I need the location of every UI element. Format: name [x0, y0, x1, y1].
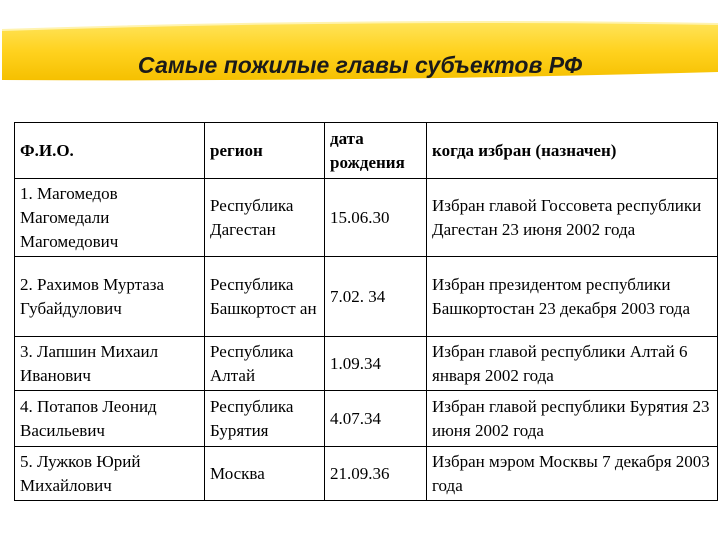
cell-name: 1. Магомедов Магомедали Магомедович: [15, 179, 205, 257]
cell-elected: Избран главой республики Алтай 6 января 2002 года: [427, 337, 718, 391]
cell-name: 4. Потапов Леонид Васильевич: [15, 391, 205, 447]
header-birth-date: дата рождения: [325, 123, 427, 179]
header-name: Ф.И.О.: [15, 123, 205, 179]
cell-elected: Избран главой Госсовета республики Дагестан 23 июня 2002 года: [427, 179, 718, 257]
cell-name: 2. Рахимов Муртаза Губайдулович: [15, 257, 205, 337]
title-banner: [0, 20, 720, 82]
cell-birth-date: 21.09.36: [325, 447, 427, 501]
table-header-row: [15, 123, 718, 179]
table-row: [15, 337, 718, 391]
cell-name: 3. Лапшин Михаил Иванович: [15, 337, 205, 391]
table-row: [15, 391, 718, 447]
header-elected: когда избран (назначен): [427, 123, 718, 179]
cell-birth-date: 4.07.34: [325, 391, 427, 447]
cell-birth-date: 1.09.34: [325, 337, 427, 391]
data-table: [14, 122, 718, 501]
cell-region: Республика Алтай: [205, 337, 325, 391]
cell-region: Республика Бурятия: [205, 391, 325, 447]
cell-region: Москва: [205, 447, 325, 501]
cell-elected: Избран президентом республики Башкортостан 23 декабря 2003 года: [427, 257, 718, 337]
cell-elected: Избран главой республики Бурятия 23 июня 2002 года: [427, 391, 718, 447]
cell-birth-date: 15.06.30: [325, 179, 427, 257]
header-region: регион: [205, 123, 325, 179]
table-row: [15, 257, 718, 337]
cell-elected: Избран мэром Москвы 7 декабря 2003 года: [427, 447, 718, 501]
cell-region: Республика Дагестан: [205, 179, 325, 257]
page-title: Самые пожилые главы субъектов РФ: [137, 52, 583, 78]
table-row: [15, 447, 718, 501]
cell-birth-date: 7.02. 34: [325, 257, 427, 337]
cell-name: 5. Лужков Юрий Михайлович: [15, 447, 205, 501]
table-row: [15, 179, 718, 257]
cell-region: Республика Башкортост ан: [205, 257, 325, 337]
